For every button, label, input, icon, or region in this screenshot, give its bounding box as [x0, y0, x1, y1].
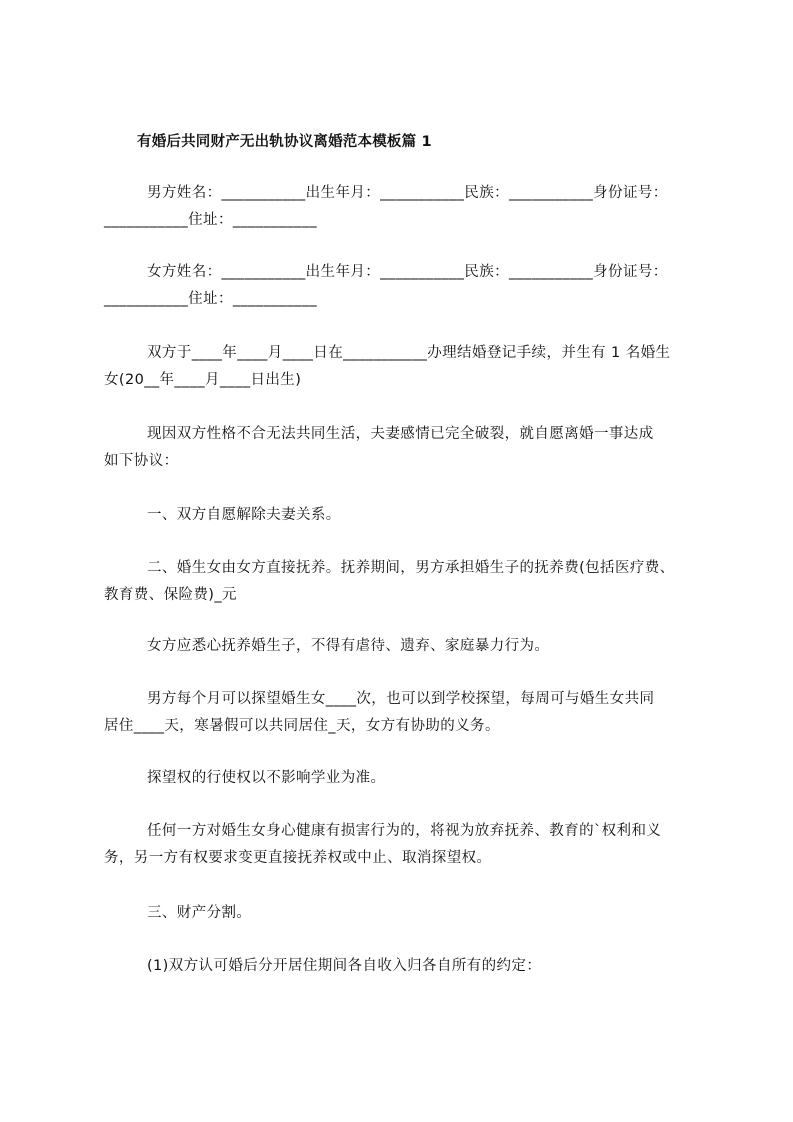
- clause-2: [104, 555, 710, 609]
- paragraph-visitation: [104, 686, 710, 740]
- clause-3: [104, 900, 710, 927]
- paragraph-visitation-limit: [104, 765, 710, 792]
- clause-1: [104, 502, 710, 529]
- paragraph-husband-info: [104, 180, 710, 234]
- paragraph-line: 双方于____年____月____日在___________办理结婚登记手续，并生有 1 名婚生: [147, 345, 671, 361]
- paragraph-line: 现因双方性格不合无法共同生活，夫妻感情已完全破裂，就自愿离婚一事达成: [147, 426, 654, 442]
- paragraph-line: 任何一方对婚生女身心健康有损害行为的，将视为放弃抚养、教育的`权利和义: [147, 823, 662, 839]
- paragraph-wife-info: [104, 259, 710, 313]
- paragraph-line: 务，另一方有权要求变更直接抚养权或中止、取消探望权。: [104, 850, 492, 866]
- paragraph-line: 二、婚生女由女方直接抚养。抚养期间，男方承担婚生子的抚养费(包括医疗费、: [147, 560, 675, 576]
- document-title: 有婚后共同财产无出轨协议离婚范本模板篇 1: [137, 134, 432, 150]
- paragraph-custody-change: [104, 818, 710, 872]
- paragraph-line: 男方姓名：___________出生年月：___________民族：___________身份证号：: [147, 185, 668, 201]
- paragraph-line: 居住____天，寒暑假可以共同居住_天，女方有协助的义务。: [104, 718, 500, 734]
- paragraph-line: 女方姓名：___________出生年月：___________民族：___________身份证号：: [147, 264, 668, 280]
- paragraph-line: 探望权的行使权以不影响学业为准。: [147, 770, 386, 786]
- paragraph-line: 教育费、保险费)_元: [104, 587, 237, 603]
- paragraph-line: ___________住址：___________: [104, 212, 317, 228]
- paragraph-line: 男方每个月可以探望婚生女____次，也可以到学校探望，每周可与婚生女共同: [147, 691, 655, 707]
- clause-3-item-1: [104, 953, 710, 980]
- paragraph-line: (1)双方认可婚后分开居住期间各自收入归各自所有的约定：: [147, 958, 542, 974]
- paragraph-line: ___________住址：___________: [104, 291, 317, 307]
- paragraph-divorce-reason: [104, 421, 710, 475]
- paragraph-line: 女方应悉心抚养婚生子，不得有虐待、遗弃、家庭暴力行为。: [147, 638, 550, 654]
- paragraph-care-duty: [104, 633, 710, 660]
- paragraph-line: 三、财产分割。: [147, 905, 252, 921]
- paragraph-line: 女(20__年____月____日出生): [104, 372, 302, 388]
- paragraph-line: 一、双方自愿解除夫妻关系。: [147, 507, 341, 523]
- paragraph-line: 如下协议：: [104, 453, 179, 469]
- paragraph-marriage-registration: [104, 340, 710, 394]
